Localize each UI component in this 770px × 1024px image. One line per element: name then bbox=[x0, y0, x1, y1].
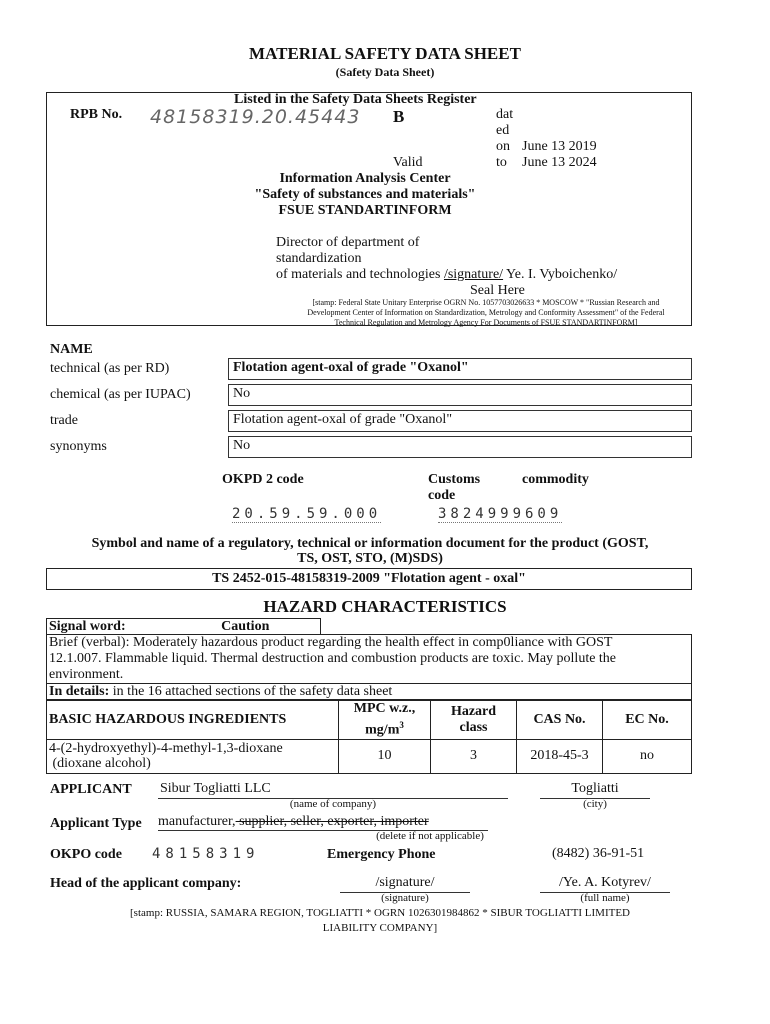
seal-placeholder: Seal Here bbox=[470, 283, 525, 298]
director-name: Ye. I. Vyboichenko/ bbox=[503, 267, 618, 282]
emergency-phone-value: (8482) 36-91-51 bbox=[552, 846, 645, 861]
ingredient-name bbox=[47, 739, 339, 773]
hazard-brief-line-1: Brief (verbal): Moderately hazardous product regarding the health effect in comp0liance with GOST bbox=[49, 635, 613, 650]
document-subtitle: (Safety Data Sheet) bbox=[335, 65, 435, 79]
director-line-2: standardization bbox=[276, 251, 362, 266]
ingredient-hazard-class: 3 bbox=[431, 739, 517, 773]
director-signature: /signature/ bbox=[443, 267, 504, 282]
signal-word-value: Caution bbox=[221, 618, 270, 634]
rpb-number: 48158319.20.45443 bbox=[150, 106, 361, 128]
okpo-label: OKPO code bbox=[50, 847, 122, 862]
customs-code-value: 3824999609 bbox=[438, 506, 563, 522]
name-label-synonyms: synonyms bbox=[50, 439, 107, 454]
table-row bbox=[47, 739, 692, 773]
customs-label-2: code bbox=[428, 488, 456, 503]
applicant-type-label: Applicant Type bbox=[50, 816, 142, 831]
ingredient-mpc: 10 bbox=[339, 739, 431, 773]
name-label-trade: trade bbox=[50, 413, 78, 428]
stamp-2-line-2: LIABILITY COMPANY] bbox=[322, 922, 438, 934]
rpb-label: RPB No. bbox=[70, 107, 123, 122]
ingredients-header-mpc-2: mg/m bbox=[365, 722, 400, 738]
applicant-city-caption: (city) bbox=[583, 798, 607, 810]
applicant-company: Sibur Togliatti LLC bbox=[160, 781, 271, 796]
ingredients-header-mpc-1: MPC w.z., bbox=[353, 701, 416, 716]
hazard-details-text: in the 16 attached sections of the safety data sheet bbox=[109, 684, 393, 699]
dated-line-3: on bbox=[496, 139, 510, 154]
head-label: Head of the applicant company: bbox=[50, 876, 242, 891]
ingredients-table bbox=[46, 700, 692, 774]
applicant-type-selected: manufacturer, bbox=[158, 814, 236, 829]
head-name: /Ye. A. Kotyrev/ bbox=[559, 875, 651, 890]
name-value-trade: Flotation agent-oxal of grade "Oxanol" bbox=[228, 410, 692, 432]
stamp-1-line-3: Technical Regulation and Metrology Agency For Documents of FSUE STANDARTINFORM] bbox=[334, 318, 638, 327]
applicant-type-caption: (delete if not applicable) bbox=[376, 830, 484, 842]
head-name-caption: (full name) bbox=[580, 892, 630, 904]
signal-word-cell bbox=[47, 619, 321, 635]
center-line-1: Information Analysis Center bbox=[279, 171, 451, 186]
applicant-city: Togliatti bbox=[571, 781, 619, 796]
regulatory-heading-2: TS, OST, STO, (M)SDS) bbox=[297, 551, 443, 566]
ingredients-header-mpc bbox=[339, 701, 431, 740]
dated-value: June 13 2019 bbox=[522, 139, 597, 154]
okpd-label: OKPD 2 code bbox=[222, 472, 304, 487]
ingredient-cas: 2018-45-3 bbox=[517, 739, 603, 773]
hazard-details-label: In details: bbox=[49, 684, 110, 699]
name-value-technical: Flotation agent-oxal of grade "Oxanol" bbox=[228, 358, 692, 380]
ingredients-header-name: BASIC HAZARDOUS INGREDIENTS bbox=[47, 701, 339, 740]
center-line-2: "Safety of substances and materials" bbox=[254, 187, 476, 202]
hazard-brief-line-3: environment. bbox=[49, 667, 124, 682]
name-label-technical: technical (as per RD) bbox=[50, 361, 170, 376]
head-signature: /signature/ bbox=[375, 875, 435, 890]
valid-label: Valid bbox=[393, 155, 423, 170]
name-label-chemical: chemical (as per IUPAC) bbox=[50, 387, 191, 402]
signal-word-label: Signal word: bbox=[49, 618, 126, 634]
ingredients-header-cas: CAS No. bbox=[517, 701, 603, 740]
stamp-1-line-1: [stamp: Federal State Unitary Enterprise OGRN No. 1057703026633 * MOSCOW * "Russian Research and bbox=[312, 298, 660, 307]
rpb-suffix: B bbox=[393, 107, 405, 126]
stamp-2-line-1: [stamp: RUSSIA, SAMARA REGION, TOGLIATTI * OGRN 1026301984862 * SIBUR TOGLIATTI LIMITED bbox=[130, 907, 630, 919]
hazard-heading: HAZARD CHARACTERISTICS bbox=[263, 597, 507, 616]
ingredients-header-hazard-2: class bbox=[459, 719, 488, 735]
hazard-brief-cell bbox=[47, 635, 692, 684]
regulatory-heading-1: Symbol and name of a regulatory, technical or information document for the product (GOST, bbox=[91, 536, 649, 551]
ingredients-header-ec: EC No. bbox=[603, 701, 692, 740]
ingredients-header-hazard bbox=[431, 701, 517, 740]
hazard-details-cell bbox=[47, 684, 692, 700]
document-title: MATERIAL SAFETY DATA SHEET bbox=[249, 44, 521, 63]
ingredients-header-hazard-1: Hazard bbox=[450, 703, 497, 719]
ingredients-header-mpc-2-wrap bbox=[339, 717, 430, 739]
valid-value: June 13 2024 bbox=[522, 155, 597, 170]
okpd-code-value: 20.59.59.000 bbox=[232, 506, 382, 522]
dated-line-1: dat bbox=[496, 107, 514, 122]
applicant-type-value bbox=[158, 814, 429, 830]
hazard-brief-line-2: 12.1.007. Flammable liquid. Thermal destruction and combustion products are toxic. May pollute the bbox=[49, 651, 617, 666]
ingredients-header-mpc-sup: 3 bbox=[399, 720, 404, 730]
regulatory-document: TS 2452-015-48158319-2009 "Flotation agent - oxal" bbox=[46, 568, 692, 590]
applicant-label: APPLICANT bbox=[50, 782, 132, 797]
emergency-phone-label: Emergency Phone bbox=[327, 847, 436, 862]
name-heading: NAME bbox=[50, 342, 93, 357]
name-value-chemical: No bbox=[228, 384, 692, 406]
ingredient-ec: no bbox=[603, 739, 692, 773]
register-heading: Listed in the Safety Data Sheets Register bbox=[234, 92, 477, 107]
dated-line-2: ed bbox=[496, 123, 510, 138]
ingredient-name-2: (dioxane alcohol) bbox=[49, 756, 151, 772]
name-value-synonyms: No bbox=[228, 436, 692, 458]
okpo-value: 48158319 bbox=[152, 846, 260, 862]
applicant-type-struck: supplier, seller, exporter, importer bbox=[235, 814, 429, 829]
to-label: to bbox=[496, 155, 507, 170]
director-line-3-prefix: of materials and technologies bbox=[276, 267, 444, 282]
hazard-table bbox=[46, 618, 692, 700]
applicant-company-caption: (name of company) bbox=[289, 798, 377, 810]
head-signature-caption: (signature) bbox=[381, 892, 429, 904]
ingredient-name-1: 4-(2-hydroxyethyl)-4-methyl-1,3-dioxane bbox=[49, 741, 283, 757]
customs-label-1: Customs bbox=[428, 472, 481, 487]
director-line-1: Director of department of bbox=[276, 235, 420, 250]
commodity-label: commodity bbox=[522, 472, 589, 487]
center-line-3: FSUE STANDARTINFORM bbox=[278, 203, 452, 218]
director-line-3 bbox=[276, 267, 617, 283]
stamp-1-line-2: Development Center of Information on Standardization, Metrology and Conformity Assessment" of the Federal bbox=[307, 308, 665, 317]
